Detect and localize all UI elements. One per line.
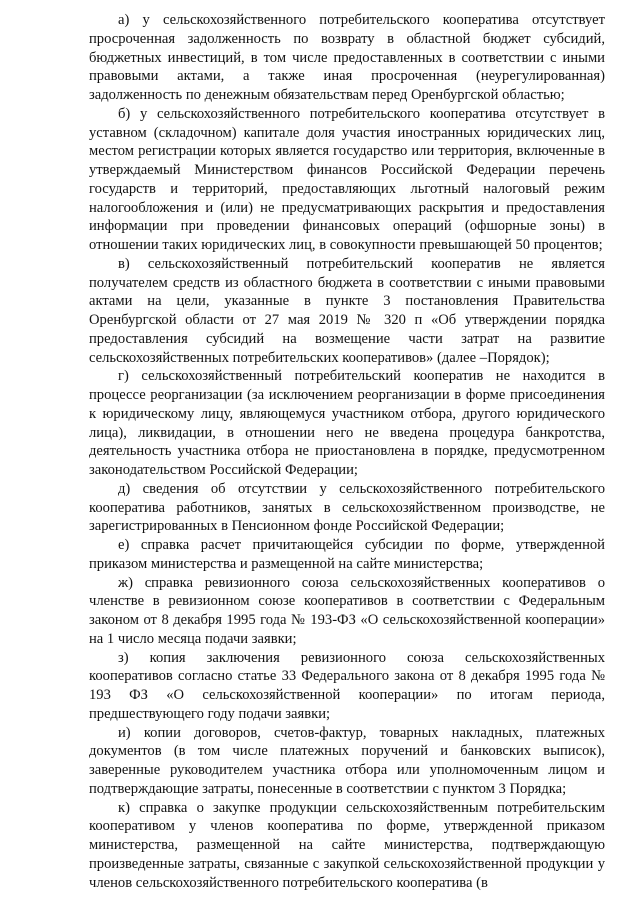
paragraph-b: б) у сельскохозяйственного потребительского кооператива отсутствует в уставном (складочном) капитале доля участия иностранных юридических лиц, местом регистрации которых является государство или территория, включенные в утверждаемый Министерством финансов Российской Федерации перечень государств и территорий, предоставляющих льготный налоговый режим налогообложения и (или) не предусматривающих раскрытия и предоставления информации при проведении финансовых операций (офшорные зоны) в отношении таких юридических лиц, в совокупности превышающей 50 процентов; [89, 105, 605, 253]
paragraph-e: е) справка расчет причитающейся субсидии по форме, утвержденной приказом министерства и размещенной на сайте министерства; [89, 537, 605, 572]
paragraph-zh: ж) справка ревизионного союза сельскохозяйственных кооперативов о членстве в ревизионном союзе кооперативов в соответствии с Федеральным законом от 8 декабря 1995 года № 193-ФЗ «О сельскохозяйственной кооперации» на 1 число месяца подачи заявки; [89, 574, 605, 647]
paragraph-v: в) сельскохозяйственный потребительский кооператив не является получателем средств из областного бюджета в соответствии с иными правовыми актами на цели, указанные в пункте 3 постановления Правительства Оренбургской области от 27 мая 2019 № 320 п «Об утверждении порядка предоставления субсидий на возмещение части затрат на развитие сельскохозяйственных потребительских кооперативов» (далее –Порядок); [89, 255, 605, 366]
paragraph-d: д) сведения об отсутствии у сельскохозяйственного потребительского кооператива работников, занятых в сельскохозяйственном производстве, не зарегистрированных в Пенсионном фонде Российской Федерации; [89, 480, 605, 535]
paragraph-a: а) у сельскохозяйственного потребительского кооператива отсутствует просроченная задолженность по возврату в областной бюджет субсидий, бюджетных инвестиций, в том числе предоставленных в соответствии с иными правовыми актами, а также иная просроченная (неурегулированная) задолженность по денежным обязательствам перед Оренбургской областью; [89, 12, 605, 103]
document-page [89, 11, 605, 892]
paragraph-i: и) копии договоров, счетов-фактур, товарных накладных, платежных документов (в том числе платежных поручений и банковских выписок), заверенные руководителем участника отбора или уполномоченным лицом и подтверждающие затраты, понесенные в соответствии с пунктом 3 Порядка; [89, 724, 605, 797]
paragraph-g: г) сельскохозяйственный потребительский кооператив не находится в процессе реорганизации (за исключением реорганизации в форме присоединения к юридическому лицу, являющемуся участником отбора, другого юридического лица), ликвидации, в отношении него не введена процедура банкротства, деятельность участника отбора не приостановлена в порядке, предусмотренном законодательством Российской Федерации; [89, 368, 605, 478]
paragraph-z: з) копия заключения ревизионного союза сельскохозяйственных кооперативов согласно статье 33 Федерального закона от 8 декабря 1995 года № 193 ФЗ «О сельскохозяйственной кооперации» по итогам периода, предшествующего году подачи заявки; [89, 649, 605, 722]
paragraph-k: к) справка о закупке продукции сельскохозяйственным потребительским кооперативом у членов кооператива по форме, утвержденной приказом министерства, размещенной на сайте министерства, подтверждающую произведенные затраты, связанные с закупкой сельскохозяйственной продукции у членов сельскохозяйственного потребительского кооператива (в [89, 799, 605, 891]
